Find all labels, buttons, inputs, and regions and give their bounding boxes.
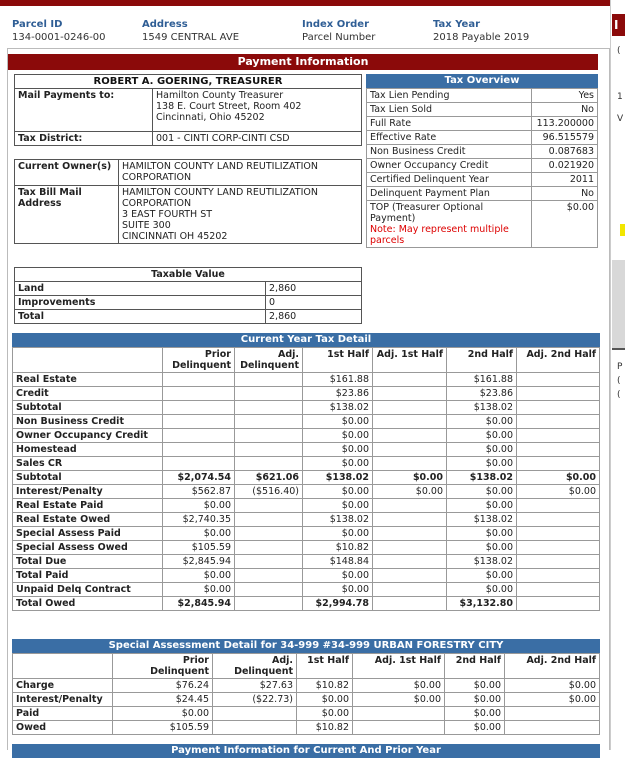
overview-row — [367, 145, 598, 159]
parcel-id-label: Parcel ID — [12, 19, 63, 30]
side-mark: V — [617, 114, 624, 124]
cell-prior — [163, 429, 235, 443]
row-label: Paid — [13, 707, 113, 721]
overview-row-top — [367, 201, 598, 248]
side-panel-tab[interactable]: I — [612, 14, 625, 36]
cell-adj-second — [517, 415, 600, 429]
cell-adj — [235, 541, 303, 555]
table-row — [13, 707, 600, 721]
top-note-line: parcels — [370, 235, 405, 246]
col-prior-line: Prior — [204, 349, 231, 360]
table-row — [13, 387, 600, 401]
cell-adj — [235, 373, 303, 387]
cell-adj-first — [373, 415, 447, 429]
col-adj-line: Adj. — [277, 349, 299, 360]
table-row — [13, 429, 600, 443]
cell-adj: $621.06 — [235, 471, 303, 485]
cell-adj-second — [517, 513, 600, 527]
side-divider — [612, 348, 625, 350]
index-order-block — [302, 18, 375, 44]
cell-prior: $562.87 — [163, 485, 235, 499]
taxable-label: Land — [15, 282, 266, 296]
cell-adj-first — [373, 583, 447, 597]
row-label: Charge — [13, 679, 113, 693]
cell-second: $138.02 — [447, 555, 517, 569]
cell-adj-first — [373, 569, 447, 583]
bill-mail-label — [15, 186, 119, 244]
table-row — [13, 721, 600, 735]
cell-first: $138.02 — [303, 401, 373, 415]
cell-adj-first — [373, 429, 447, 443]
cell-first: $0.00 — [303, 527, 373, 541]
cell-adj: $27.63 — [213, 679, 297, 693]
cell-adj-second — [517, 499, 600, 513]
bill-mail-line: CINCINNATI OH 45202 — [122, 231, 228, 242]
cell-adj-second — [517, 457, 600, 471]
row-label: Homestead — [13, 443, 163, 457]
taxable-row — [15, 282, 362, 296]
cell-prior: $0.00 — [163, 499, 235, 513]
overview-label: Owner Occupancy Credit — [367, 159, 532, 173]
mail-line: 138 E. Court Street, Room 402 — [156, 101, 302, 112]
cell-adj-first — [353, 707, 445, 721]
cell-adj-first: $0.00 — [353, 679, 445, 693]
col-prior-line: Delinquent — [172, 360, 231, 371]
cell-second: $0.00 — [445, 721, 505, 735]
cell-adj-second: $0.00 — [505, 693, 600, 707]
cell-adj-second — [517, 555, 600, 569]
cell-adj-second — [517, 583, 600, 597]
cell-adj-first: $0.00 — [353, 693, 445, 707]
taxable-value-block — [14, 267, 362, 324]
taxable-label: Total — [15, 310, 266, 324]
cell-prior — [163, 457, 235, 471]
cell-adj — [213, 721, 297, 735]
overview-value: 2011 — [532, 173, 598, 187]
col-adj-line: Delinquent — [240, 360, 299, 371]
table-row — [13, 555, 600, 569]
cell-first: $10.82 — [297, 679, 353, 693]
cell-prior — [163, 387, 235, 401]
col-adj — [235, 348, 303, 373]
cell-second: $0.00 — [447, 541, 517, 555]
overview-row — [367, 131, 598, 145]
cell-adj — [235, 499, 303, 513]
row-label: Total Paid — [13, 569, 163, 583]
overview-row — [367, 103, 598, 117]
cell-second: $138.02 — [447, 471, 517, 485]
cell-adj — [235, 457, 303, 471]
row-label: Interest/Penalty — [13, 485, 163, 499]
taxable-row — [15, 310, 362, 324]
district-label: Tax District: — [15, 132, 153, 146]
cell-prior: $0.00 — [163, 569, 235, 583]
payment-history-title: Payment Information for Current And Prior Year — [12, 744, 600, 758]
cell-prior: $2,845.94 — [163, 597, 235, 611]
cell-second: $0.00 — [447, 443, 517, 457]
mail-line: Cincinnati, Ohio 45202 — [156, 112, 265, 123]
cell-second: $0.00 — [447, 485, 517, 499]
row-label: Non Business Credit — [13, 415, 163, 429]
cell-first: $2,994.78 — [303, 597, 373, 611]
cell-adj — [235, 569, 303, 583]
address-value: 1549 CENTRAL AVE — [142, 32, 240, 43]
current-year-table — [12, 347, 600, 611]
index-order-value: Parcel Number — [302, 32, 376, 43]
overview-value: 0.087683 — [532, 145, 598, 159]
cell-first: $0.00 — [303, 583, 373, 597]
cell-first: $0.00 — [303, 429, 373, 443]
taxable-row — [15, 296, 362, 310]
col-prior — [163, 348, 235, 373]
table-row — [13, 541, 600, 555]
overview-value: Yes — [532, 89, 598, 103]
cell-adj-first — [373, 373, 447, 387]
owner-line: HAMILTON COUNTY LAND REUTILIZATION — [122, 161, 318, 172]
cell-prior: $2,740.35 — [163, 513, 235, 527]
overview-row — [367, 89, 598, 103]
table-row — [13, 457, 600, 471]
table-row — [13, 569, 600, 583]
cell-first: $138.02 — [303, 513, 373, 527]
district-value: 001 - CINTI CORP-CINTI CSD — [153, 132, 362, 146]
cell-adj-second — [517, 527, 600, 541]
cell-prior: $76.24 — [113, 679, 213, 693]
side-scroll-area — [612, 260, 625, 348]
col-prior — [113, 654, 213, 679]
table-row — [13, 693, 600, 707]
col-adj-line: Adj. — [271, 655, 293, 666]
cell-first: $0.00 — [297, 693, 353, 707]
col-first-half: 1st Half — [303, 348, 373, 373]
cell-prior: $24.45 — [113, 693, 213, 707]
cell-adj-first — [373, 499, 447, 513]
overview-label: Delinquent Payment Plan — [367, 187, 532, 201]
treasurer-heading: ROBERT A. GOERING, TREASURER — [14, 74, 362, 88]
tax-overview-block — [366, 74, 598, 248]
row-label: Subtotal — [13, 471, 163, 485]
cell-second: $0.00 — [447, 415, 517, 429]
owner-line: CORPORATION — [122, 172, 192, 183]
bill-mail-label-line: Address — [18, 198, 62, 209]
table-row — [13, 443, 600, 457]
cell-adj — [235, 597, 303, 611]
col-adj-first-half: Adj. 1st Half — [353, 654, 445, 679]
cell-first: $148.84 — [303, 555, 373, 569]
payment-information-panel — [7, 48, 610, 756]
cell-prior: $0.00 — [113, 707, 213, 721]
cell-adj-first — [373, 443, 447, 457]
cell-adj-first — [373, 513, 447, 527]
cell-first: $0.00 — [303, 569, 373, 583]
col-adj-second-half: Adj. 2nd Half — [517, 348, 600, 373]
parcel-header — [0, 6, 610, 48]
cell-adj-second — [517, 541, 600, 555]
cell-prior: $0.00 — [163, 583, 235, 597]
col-adj-first-half: Adj. 1st Half — [373, 348, 447, 373]
cell-adj — [235, 401, 303, 415]
special-assessment-block — [12, 639, 600, 735]
cell-second: $0.00 — [445, 679, 505, 693]
overview-value: 96.515579 — [532, 131, 598, 145]
cell-prior: $2,074.54 — [163, 471, 235, 485]
cell-second: $0.00 — [447, 583, 517, 597]
top-value: $0.00 — [532, 201, 598, 248]
table-row — [13, 527, 600, 541]
cell-second: $138.02 — [447, 401, 517, 415]
tax-year-block — [433, 18, 529, 44]
taxable-label: Improvements — [15, 296, 266, 310]
mail-line: Hamilton County Treasurer — [156, 90, 284, 101]
col-blank — [13, 348, 163, 373]
table-row — [13, 597, 600, 611]
cell-prior — [163, 373, 235, 387]
owner-value — [119, 160, 362, 186]
cell-adj-first — [353, 721, 445, 735]
table-row — [13, 401, 600, 415]
overview-value: No — [532, 103, 598, 117]
cell-adj-second — [517, 569, 600, 583]
overview-label: Tax Lien Sold — [367, 103, 532, 117]
current-year-header — [13, 348, 600, 373]
cell-adj-second — [517, 373, 600, 387]
address-block — [142, 18, 239, 44]
cell-second: $0.00 — [447, 527, 517, 541]
bill-mail-label-line: Tax Bill Mail — [18, 187, 82, 198]
taxable-value: 2,860 — [266, 282, 362, 296]
cell-adj-first — [373, 541, 447, 555]
table-row — [13, 583, 600, 597]
tax-overview-title: Tax Overview — [366, 74, 598, 88]
overview-label: Effective Rate — [367, 131, 532, 145]
side-mark: P — [617, 362, 623, 372]
cell-adj: ($22.73) — [213, 693, 297, 707]
table-row — [13, 485, 600, 499]
cell-adj-second: $0.00 — [517, 471, 600, 485]
cell-first: $10.82 — [303, 541, 373, 555]
side-mark: ( — [617, 390, 621, 400]
current-year-rows — [13, 373, 600, 611]
overview-value: No — [532, 187, 598, 201]
cell-adj-second — [517, 597, 600, 611]
cell-second: $0.00 — [445, 693, 505, 707]
cell-first: $0.00 — [303, 485, 373, 499]
bill-mail-line: SUITE 300 — [122, 220, 171, 231]
row-label: Real Estate Owed — [13, 513, 163, 527]
owner-table — [14, 159, 362, 244]
cell-first: $23.86 — [303, 387, 373, 401]
row-label: Owed — [13, 721, 113, 735]
cell-adj-second — [517, 443, 600, 457]
table-row — [13, 513, 600, 527]
special-assessment-rows — [13, 679, 600, 735]
row-label: Special Assess Paid — [13, 527, 163, 541]
special-assessment-table — [12, 653, 600, 735]
tax-year-value: 2018 Payable 2019 — [433, 32, 530, 43]
special-assessment-title: Special Assessment Detail for 34-999 #34-999 URBAN FORESTRY CITY — [12, 639, 600, 653]
row-label: Total Due — [13, 555, 163, 569]
taxable-value-title: Taxable Value — [15, 268, 362, 282]
row-label: Total Owed — [13, 597, 163, 611]
row-label: Owner Occupancy Credit — [13, 429, 163, 443]
cell-second: $138.02 — [447, 513, 517, 527]
mail-address — [153, 89, 362, 132]
col-prior-line: Prior — [182, 655, 209, 666]
cell-adj-first: $0.00 — [373, 471, 447, 485]
side-mark: 1 — [617, 92, 623, 102]
cell-first: $0.00 — [303, 415, 373, 429]
cell-adj — [213, 707, 297, 721]
overview-row — [367, 117, 598, 131]
col-adj-line: Delinquent — [234, 666, 293, 677]
overview-row — [367, 187, 598, 201]
col-second-half: 2nd Half — [445, 654, 505, 679]
row-label: Interest/Penalty — [13, 693, 113, 707]
cell-first: $138.02 — [303, 471, 373, 485]
cell-second: $3,132.80 — [447, 597, 517, 611]
cell-adj-second: $0.00 — [505, 679, 600, 693]
parcel-id-block — [12, 18, 106, 44]
cell-adj-second — [505, 721, 600, 735]
cell-first: $0.00 — [303, 499, 373, 513]
cell-adj-second — [505, 707, 600, 721]
cell-adj-second — [517, 429, 600, 443]
overview-label: Non Business Credit — [367, 145, 532, 159]
cell-adj — [235, 443, 303, 457]
cell-adj-first — [373, 597, 447, 611]
table-row — [13, 373, 600, 387]
payment-info-title: Payment Information — [8, 54, 598, 70]
cell-first: $10.82 — [297, 721, 353, 735]
cell-adj-second: $0.00 — [517, 485, 600, 499]
parcel-id-value: 134-0001-0246-00 — [12, 32, 106, 43]
cell-adj-first — [373, 555, 447, 569]
top-label — [367, 201, 532, 248]
row-label: Sales CR — [13, 457, 163, 471]
side-mark: ( — [617, 376, 621, 386]
cell-adj — [235, 415, 303, 429]
overview-row — [367, 173, 598, 187]
table-row — [13, 499, 600, 513]
bill-mail-value — [119, 186, 362, 244]
row-label: Real Estate — [13, 373, 163, 387]
current-year-title: Current Year Tax Detail — [12, 333, 600, 347]
cell-first: $0.00 — [303, 457, 373, 471]
special-assessment-header — [13, 654, 600, 679]
cell-adj — [235, 583, 303, 597]
cell-adj — [235, 555, 303, 569]
index-order-label: Index Order — [302, 19, 370, 30]
top-label-line: TOP (Treasurer Optional — [370, 202, 484, 213]
cell-adj-first: $0.00 — [373, 485, 447, 499]
row-label: Real Estate Paid — [13, 499, 163, 513]
table-row — [13, 415, 600, 429]
cell-second: $0.00 — [447, 429, 517, 443]
cell-first: $0.00 — [297, 707, 353, 721]
cell-adj-first — [373, 457, 447, 471]
cell-adj-first — [373, 527, 447, 541]
cell-second: $161.88 — [447, 373, 517, 387]
cell-second: $0.00 — [447, 499, 517, 513]
cell-second: $0.00 — [447, 457, 517, 471]
top-note-line: Note: May represent multiple — [370, 224, 509, 235]
table-row — [13, 679, 600, 693]
cell-second: $23.86 — [447, 387, 517, 401]
col-adj — [213, 654, 297, 679]
overview-value: 0.021920 — [532, 159, 598, 173]
bill-mail-line: HAMILTON COUNTY LAND REUTILIZATION — [122, 187, 318, 198]
cell-adj — [235, 527, 303, 541]
overview-label: Full Rate — [367, 117, 532, 131]
table-row — [13, 471, 600, 485]
col-adj-second-half: Adj. 2nd Half — [505, 654, 600, 679]
cell-adj — [235, 387, 303, 401]
cell-prior: $105.59 — [163, 541, 235, 555]
tax-overview-table — [366, 88, 598, 248]
cell-adj-second — [517, 387, 600, 401]
col-first-half: 1st Half — [297, 654, 353, 679]
bill-mail-line: CORPORATION — [122, 198, 192, 209]
cell-adj — [235, 513, 303, 527]
overview-value: 113.200000 — [532, 117, 598, 131]
current-year-block — [12, 333, 600, 611]
cell-second: $0.00 — [447, 569, 517, 583]
taxable-value: 2,860 — [266, 310, 362, 324]
cell-first: $161.88 — [303, 373, 373, 387]
cell-second: $0.00 — [445, 707, 505, 721]
side-panel-edge — [610, 0, 625, 750]
col-blank — [13, 654, 113, 679]
overview-label: Certified Delinquent Year — [367, 173, 532, 187]
address-label: Address — [142, 19, 188, 30]
row-label: Unpaid Delq Contract — [13, 583, 163, 597]
cell-adj: ($516.40) — [235, 485, 303, 499]
col-prior-line: Delinquent — [150, 666, 209, 677]
row-label: Subtotal — [13, 401, 163, 415]
row-label: Special Assess Owed — [13, 541, 163, 555]
cell-first: $0.00 — [303, 443, 373, 457]
owner-block — [14, 159, 362, 244]
treasurer-block — [14, 74, 362, 146]
side-mark: ( — [617, 46, 621, 56]
cell-adj-second — [517, 401, 600, 415]
mail-label: Mail Payments to: — [15, 89, 153, 132]
owner-label: Current Owner(s) — [15, 160, 119, 186]
bill-mail-line: 3 EAST FOURTH ST — [122, 209, 213, 220]
cell-adj — [235, 429, 303, 443]
cell-adj-first — [373, 401, 447, 415]
taxable-value-table — [14, 267, 362, 324]
top-label-line: Payment) — [370, 213, 416, 224]
row-label: Credit — [13, 387, 163, 401]
cell-prior: $0.00 — [163, 527, 235, 541]
tax-year-label: Tax Year — [433, 19, 480, 30]
cell-prior: $105.59 — [113, 721, 213, 735]
overview-row — [367, 159, 598, 173]
side-highlight — [620, 224, 625, 236]
taxable-value: 0 — [266, 296, 362, 310]
cell-adj-first — [373, 387, 447, 401]
cell-prior — [163, 415, 235, 429]
overview-label: Tax Lien Pending — [367, 89, 532, 103]
cell-prior — [163, 401, 235, 415]
cell-prior — [163, 443, 235, 457]
cell-prior: $2,845.94 — [163, 555, 235, 569]
mail-table — [14, 88, 362, 146]
col-second-half: 2nd Half — [447, 348, 517, 373]
